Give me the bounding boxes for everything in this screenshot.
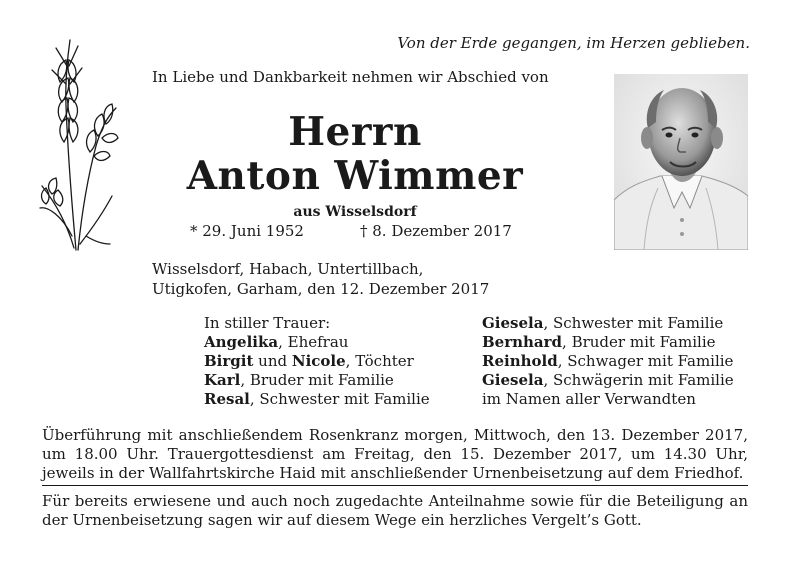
- deceased-name: Anton Wimmer: [186, 153, 524, 199]
- mourner-line: Resal, Schwester mit Familie: [204, 390, 430, 408]
- name-block: [140, 110, 570, 222]
- salutation: Herrn: [288, 109, 422, 155]
- place-line-1: Wisselsdorf, Habach, Untertillbach,: [152, 260, 424, 278]
- place-line-2: Utigkofen, Garham, den 12. Dezember 2017: [152, 280, 490, 298]
- mourner-line: Bernhard, Bruder mit Familie: [482, 333, 716, 351]
- mourner-line: im Namen aller Verwandten: [482, 390, 696, 408]
- mourner-line: Giesela, Schwägerin mit Familie: [482, 371, 734, 389]
- mourner-line: Giesela, Schwester mit Familie: [482, 314, 724, 332]
- mourner-line: Birgit und Nicole, Töchter: [204, 352, 414, 370]
- thanks-paragraph: Für bereits erwiesene und auch noch zugedachte Anteilnahme sowie für die Beteiligung an der Urnenbeisetzung sagen wir auf diesem Wege ein herzliches Vergelt’s Gott.: [42, 492, 748, 529]
- mourner-line: Reinhold, Schwager mit Familie: [482, 352, 734, 370]
- divider: [42, 485, 748, 486]
- transfer-paragraph: Überführung mit anschließendem Rosenkranz morgen, Mittwoch, den 13. Dezember 2017, um 18.00 Uhr. Trauergottesdienst am Freitag, den 15. Dezember 2017, um 14.30 Uhr, jeweils in der Wallfahrtskirche Haid mit anschließender Urnenbeisetzung auf dem Friedhof.: [42, 426, 748, 482]
- wheat-ears-icon: [36, 36, 120, 252]
- portrait-photo: [614, 74, 748, 250]
- origin: aus Wisselsdorf: [293, 204, 417, 220]
- mourner-line: Angelika, Ehefrau: [204, 333, 349, 351]
- mourner-line: Karl, Bruder mit Familie: [204, 371, 394, 389]
- mourners-right: [482, 314, 734, 409]
- intro-text: In Liebe und Dankbarkeit nehmen wir Abschied von: [152, 68, 549, 86]
- birth-date: * 29. Juni 1952: [190, 222, 304, 240]
- mourners-left: [204, 314, 430, 409]
- motto: Von der Erde gegangen, im Herzen geblieben.: [397, 34, 750, 52]
- mourner-line: In stiller Trauer:: [204, 314, 331, 332]
- place-date: [152, 259, 489, 299]
- death-date: † 8. Dezember 2017: [360, 222, 512, 240]
